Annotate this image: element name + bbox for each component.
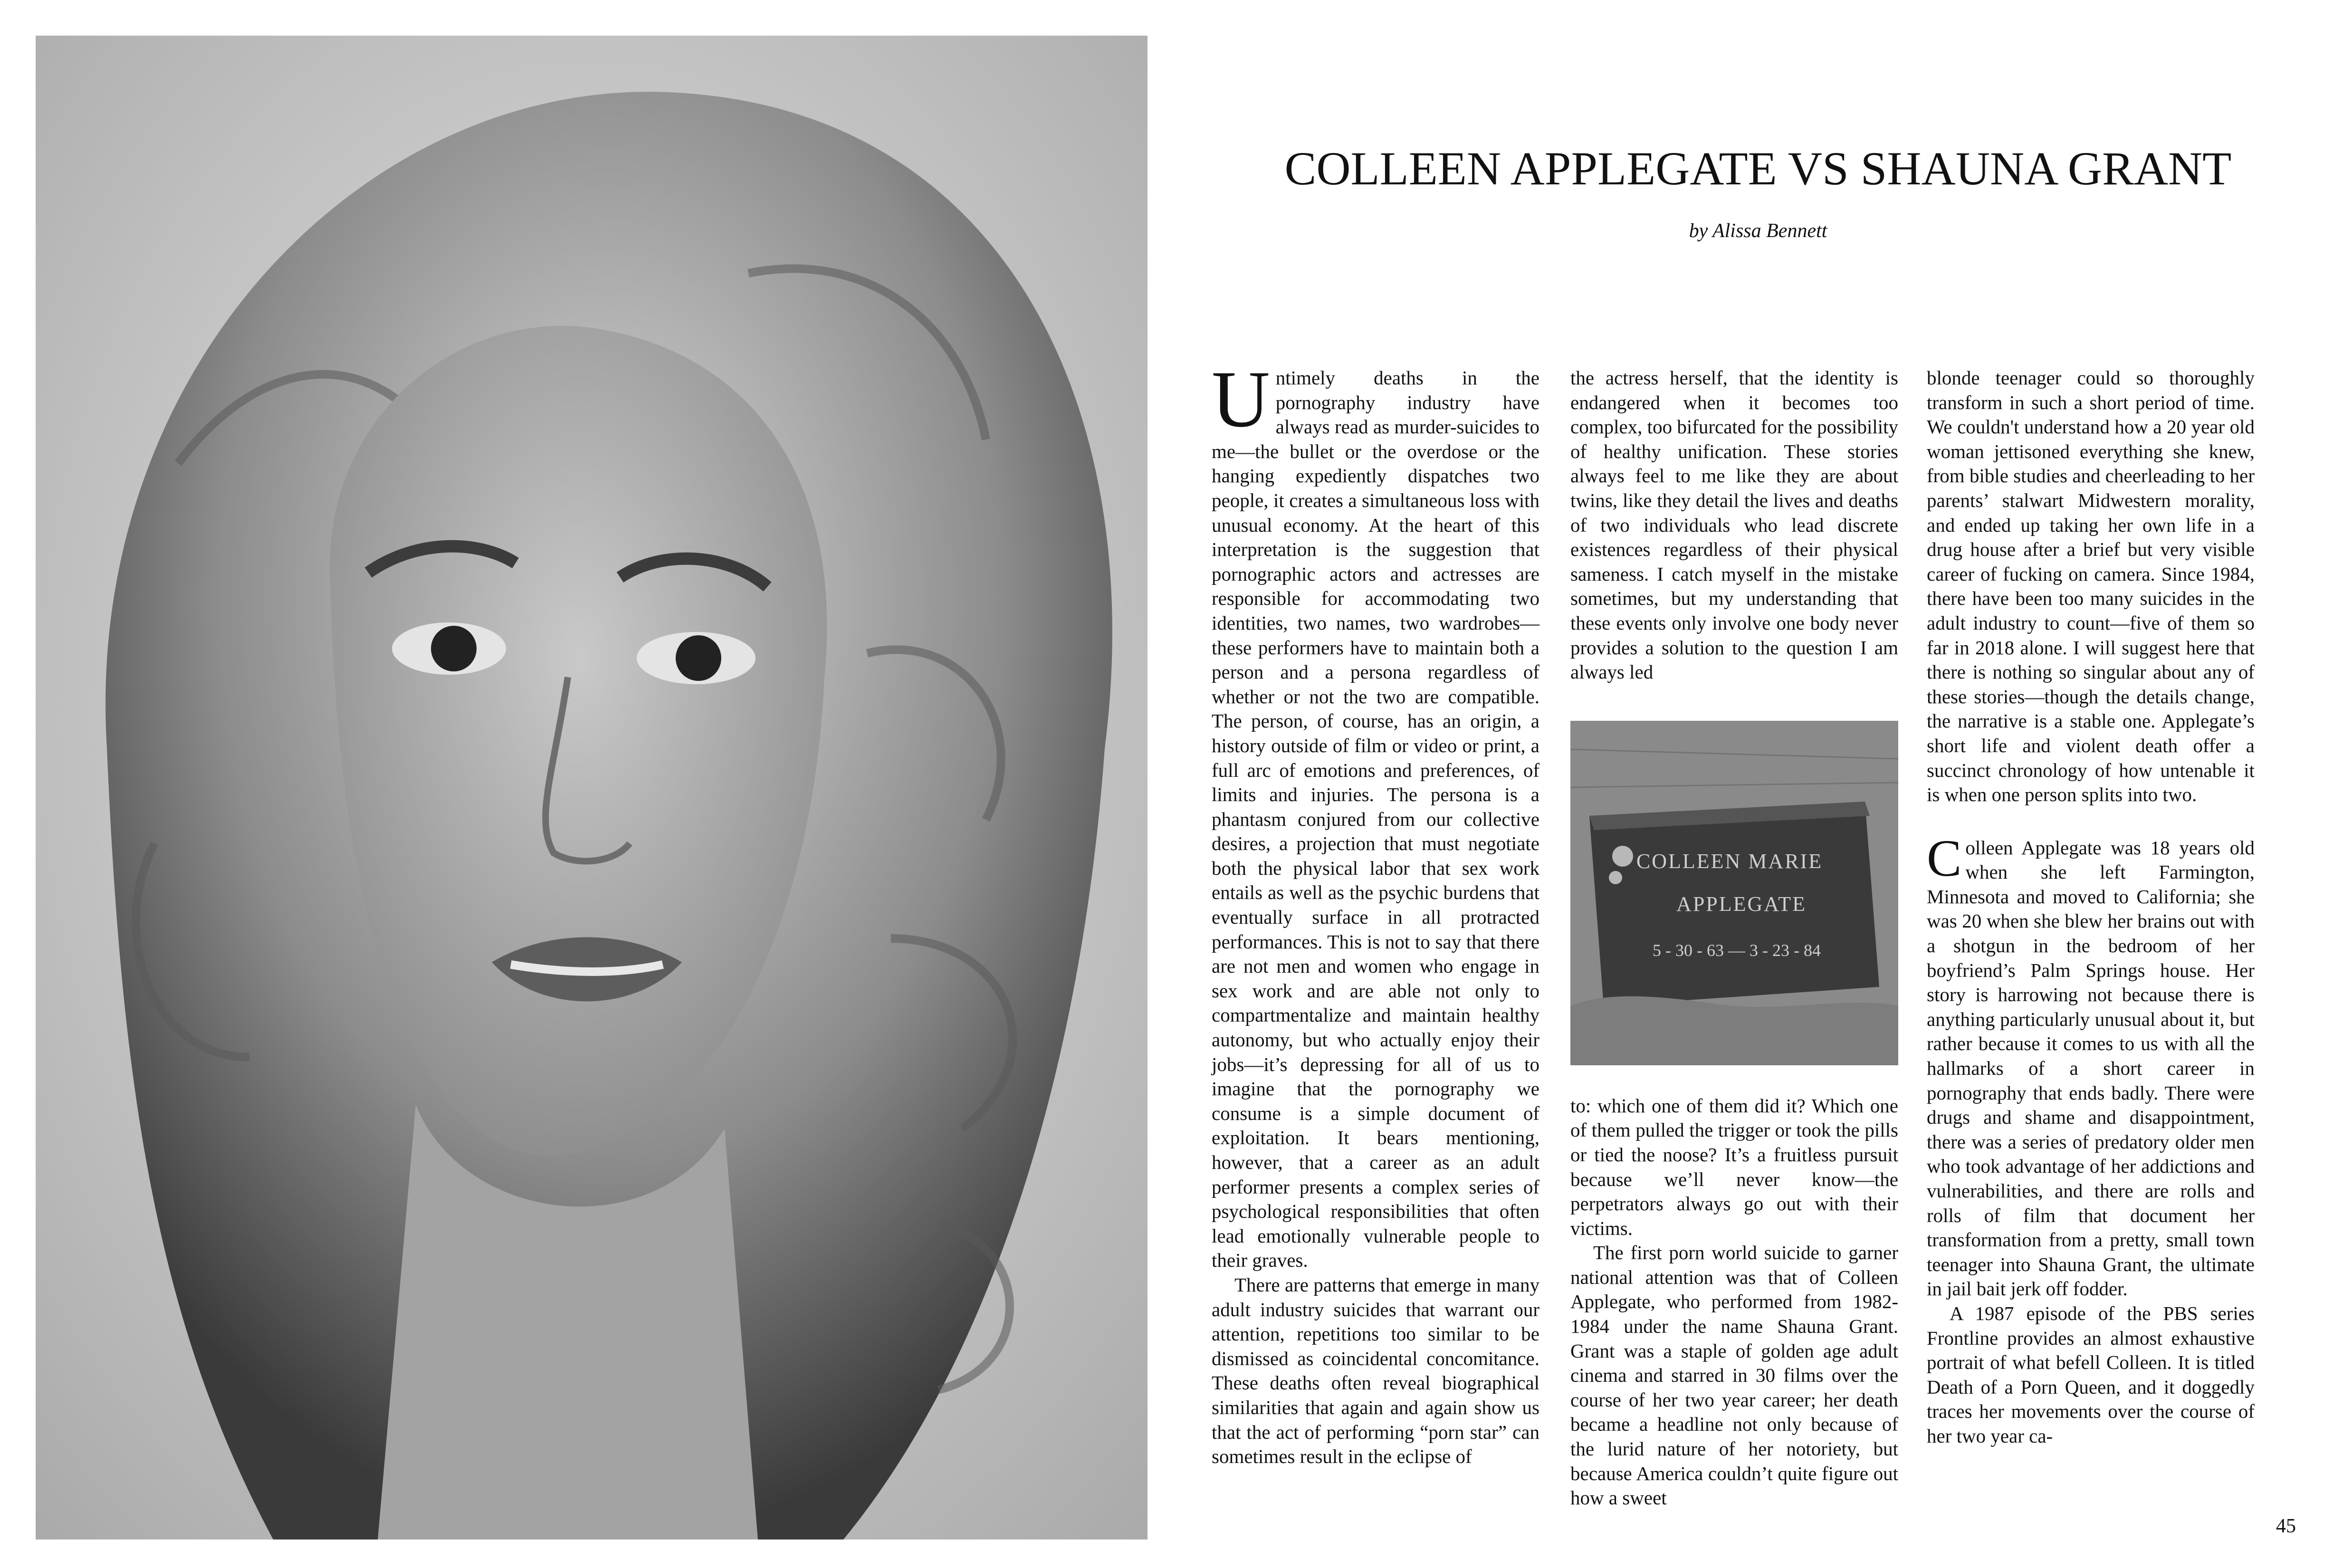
gravestone-photo <box>1570 721 1898 1065</box>
gravestone-line-3: 5 - 30 - 63 — 3 - 23 - 84 <box>1653 940 1821 960</box>
paragraph-text: ntimely deaths in the pornography industry have always read as murder-suicides to me—the bullet or the overdose or the hanging expediently dispatches two people, it creates a simultaneous loss with unusual economy. At the heart of this interpretation is the suggestion that pornographic actors and actresses are responsible for accommodating two identities, two names, two wardrobes—these performers have to maintain both a person and a persona regardless of whether or not the two are compatible. The person, of course, has an origin, a history outside of film or video or print, a full arc of emotions and preferences, of limits and injuries. The persona is a phantasm conjured from our collective desires, a projection that must negotiate both the physical labor that sex work entails as well as the psychic burdens that eventually surface in all protracted performances. This is not to say that there are not men and women who engage in sex work and are able not only to compartmentalize and maintain healthy autonomy, but who actually enjoy their jobs—it’s depressing for all of us to imagine that the pornography we consume is a simple document of exploitation. It bears mentioning, however, that a career as an adult performer presents a complex series of psychological responsibilities that often lead emotionally vulnerable people to their graves. <box>1212 367 1539 1272</box>
portrait-photo <box>36 36 1147 1539</box>
article-title: COLLEEN APPLEGATE VS SHAUNA GRANT <box>1284 142 2232 195</box>
paragraph: blonde teenager could so thoroughly transform in such a short period of time. We couldn't understand how a 20 year old woman jettisoned everything she knew, from bible studies and cheerleading to her parents’ stalwart Midwestern morality, and ended up taking her own life in a drug house after a brief but very visible career of fucking on camera. Since 1984, there have been too many suicides in the adult industry to count—five of them so far in 2018 alone. I will suggest here that there is nothing so singular about any of these stories—though the details change, the narrative is a stable one. Applegate’s short life and violent death offer a succinct chronology of how untenable it is when one person splits into two. <box>1927 367 2255 806</box>
paragraph <box>1212 354 1539 1273</box>
paragraph: the actress herself, that the identity is endangered when it becomes too complex, too bifurcated for the possibility of healthy unification. These stories always feel to me like they are about twins, like they detail the lives and deaths of two individuals who lead discrete existences regardless of their physical sameness. I catch myself in the mistake sometimes, but my understanding that these events only involve one body never provides a solution to the question I am always led <box>1570 367 1899 683</box>
gravestone-line-1: COLLEEN MARIE <box>1636 849 1823 873</box>
article-byline: by Alissa Bennett <box>1689 220 1827 242</box>
section-break <box>1927 807 2255 836</box>
paragraph: A 1987 episode of the PBS series Frontline provides an almost exhaustive portrait of what befell Colleen. It is titled Death of a Porn Queen, and it doggedly traces her movements over the course of her two year ca- <box>1927 1302 2255 1447</box>
paragraph: to: which one of them did it? Which one of them pulled the trigger or took the pills or tied the noose? It’s a fruitless pursuit because we’ll never know—the perpetrators always go out with their victims. <box>1570 1094 1898 1239</box>
paragraph: The first porn world suicide to garner national attention was that of Colleen Applegate, who performed from 1982-1984 under the name Shauna Grant. Grant was a staple of golden age adult cinema and starred in 30 films over the course of her two year career; her death became a headline not only because of the lurid nature of her notoriety, but because America couldn’t quite figure out how a sweet <box>1570 1242 1898 1509</box>
paragraph <box>1927 829 2255 1301</box>
paragraph-text: olleen Applegate was 18 years old when she left Farmington, Minnesota and moved to California; she was 20 when she blew her brains out with a shotgun in the bedroom of her boyfriend’s Palm Springs house. Her story is harrowing not because there is anything particularly unusual about it, but rather because it comes to us with all the hallmarks of a short career in pornography that ends badly. There were drugs and shame and disappointment, there was a series of predatory older men who took advantage of her addictions and vulnerabilities, and there are rolls and rolls of film that document her transformation from a pretty, small town teenager into Shauna Grant, the ultimate in jail bait jerk off fodder. <box>1927 836 2255 1300</box>
drop-cap: C <box>1927 829 1962 887</box>
gravestone-line-2: APPLEGATE <box>1676 892 1807 916</box>
text-column-1 <box>1212 354 1539 1469</box>
text-column-2 <box>1570 366 1898 1511</box>
page-number: 45 <box>2276 1515 2296 1537</box>
text-column-3 <box>1927 366 2255 1449</box>
drop-cap: U <box>1212 354 1270 444</box>
paragraph: There are patterns that emerge in many adult industry suicides that warrant our attention, repetitions too similar to be dismissed as coincidental concomitance. These deaths often reveal biographical similarities that again and again show us that the act of performing “porn star” can sometimes result in the eclipse of <box>1212 1273 1539 1468</box>
